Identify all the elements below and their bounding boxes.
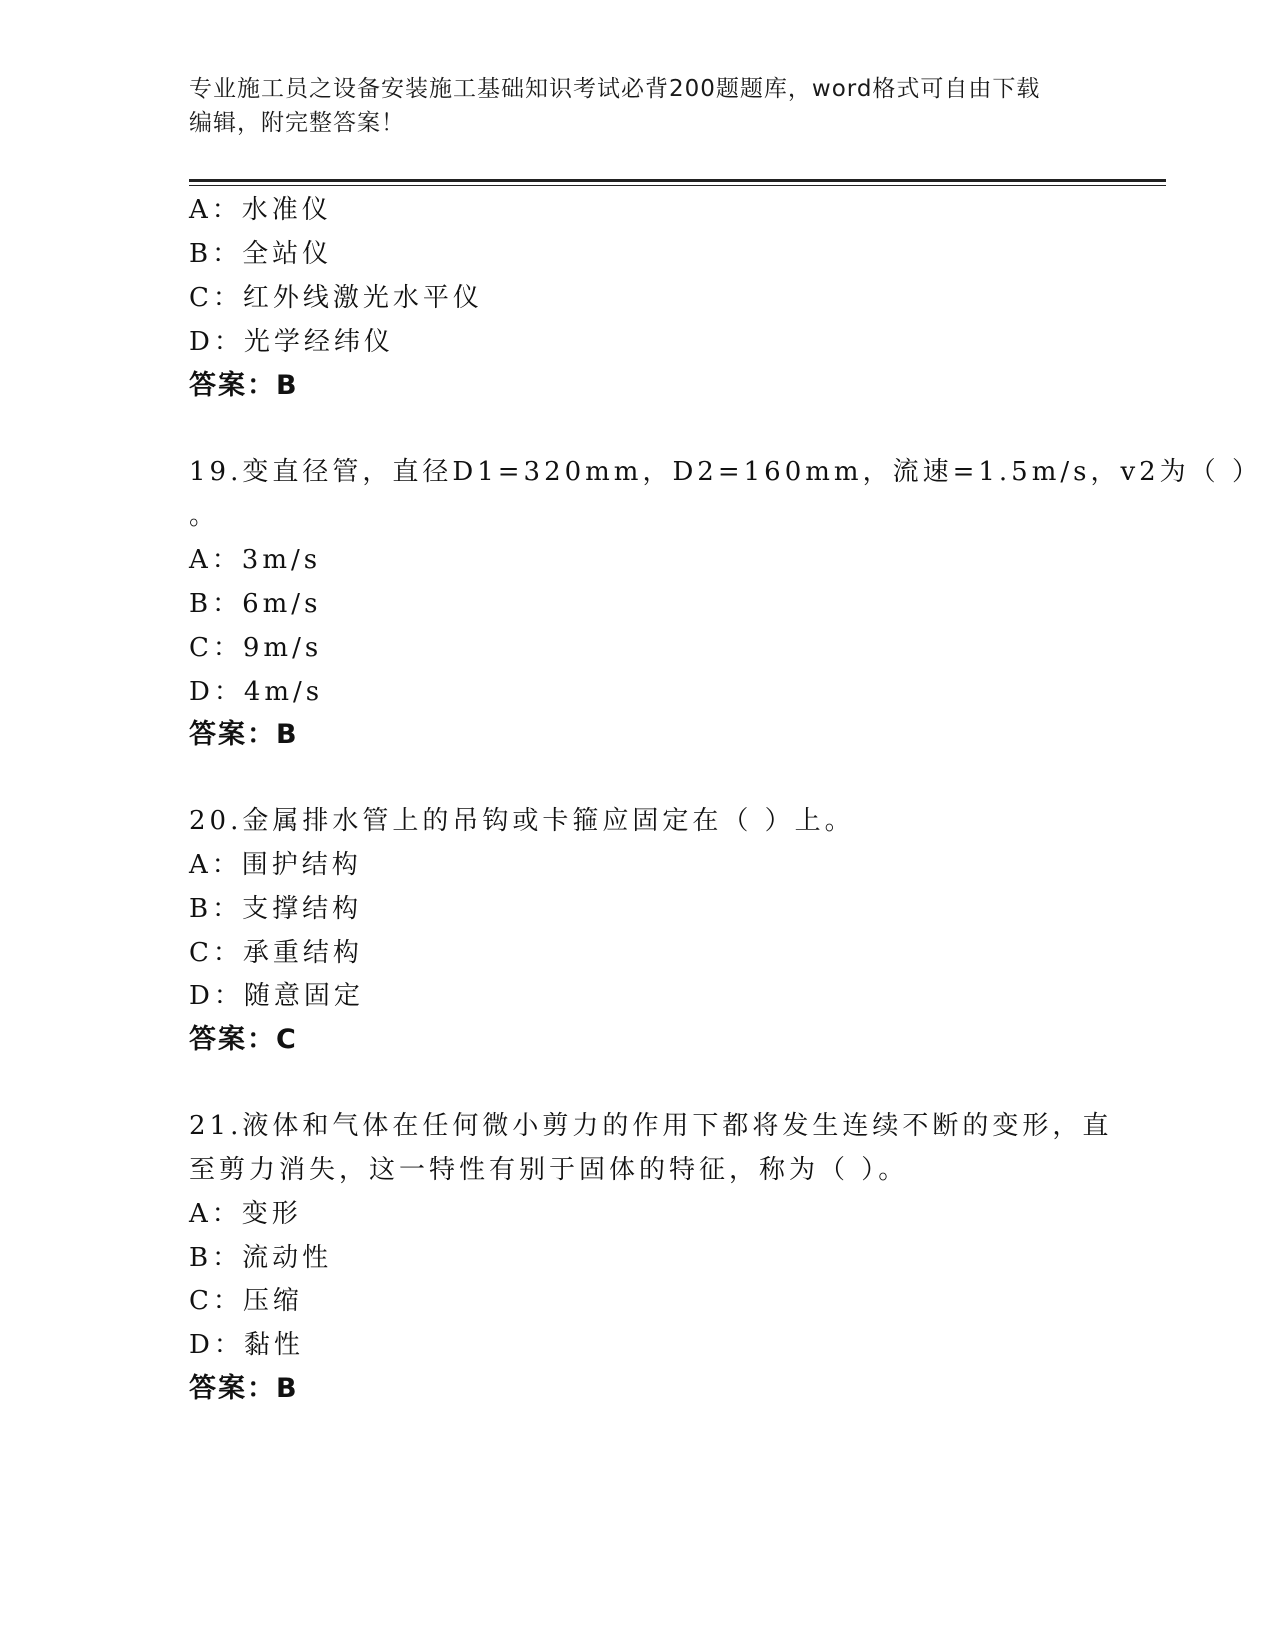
- header-rule-thin: [189, 185, 1166, 186]
- document-header: [189, 72, 1089, 140]
- q19-stem-line-1: 19.变直径管，直径D1=320mm，D2=160mm，流速=1.5m/s，v2为（ ）: [189, 457, 1262, 487]
- q19-stem-line-2: 。: [189, 501, 220, 531]
- q20-stem-line-1: 20.金属排水管上的吊钩或卡箍应固定在（ ）上。: [189, 806, 855, 836]
- q21-option-b: B：流动性: [189, 1243, 333, 1273]
- q20-answer: 答案：C: [189, 1024, 298, 1055]
- q19-option-d: D：4m/s: [189, 677, 324, 707]
- q21-option-d: D：黏性: [189, 1330, 304, 1360]
- q21-answer: 答案：B: [189, 1373, 299, 1404]
- header-line-2: 编辑，附完整答案！: [189, 110, 405, 136]
- header-line-1: 专业施工员之设备安装施工基础知识考试必背200题题库，word格式可自由下载: [189, 76, 1041, 102]
- q20-option-b: B：支撑结构: [189, 894, 363, 924]
- q19-option-c: C：9m/s: [189, 633, 323, 663]
- header-rule-thick: [189, 179, 1166, 182]
- q20-option-c: C：承重结构: [189, 938, 363, 968]
- q21-stem-line-2: 至剪力消失，这一特性有别于固体的特征，称为（ ）。: [189, 1155, 909, 1185]
- q19-option-a: A：3m/s: [189, 545, 322, 575]
- q18-answer: 答案：B: [189, 370, 299, 401]
- q21-option-c: C：压缩: [189, 1286, 303, 1316]
- q20-option-a: A：围护结构: [189, 850, 362, 880]
- q18-option-c: C：红外线激光水平仪: [189, 283, 483, 313]
- q19-answer: 答案：B: [189, 719, 299, 750]
- q18-option-b: B：全站仪: [189, 239, 333, 269]
- q18-option-d: D：光学经纬仪: [189, 327, 394, 357]
- q21-stem-line-1: 21.液体和气体在任何微小剪力的作用下都将发生连续不断的变形，直: [189, 1111, 1113, 1141]
- q18-option-a: A：水准仪: [189, 195, 332, 225]
- q20-option-d: D：随意固定: [189, 981, 364, 1011]
- q19-option-b: B：6m/s: [189, 589, 322, 619]
- q21-option-a: A：变形: [189, 1199, 302, 1229]
